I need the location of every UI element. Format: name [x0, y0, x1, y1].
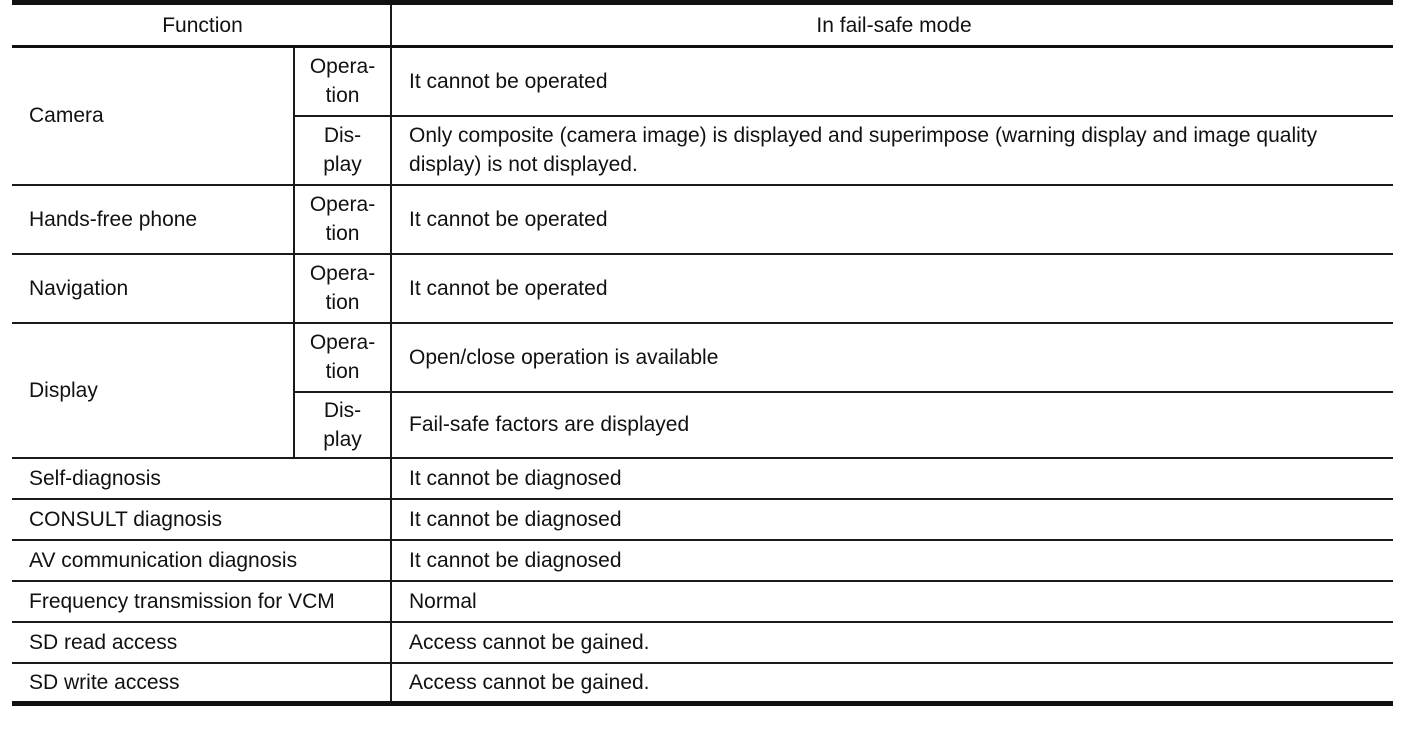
value-display-display: Fail-safe factors are displayed [391, 392, 1393, 458]
value-consult-diagnosis: It cannot be diagnosed [391, 499, 1393, 540]
value-hands-free-operation: It cannot be operated [391, 185, 1393, 254]
value-sd-write-access: Access cannot be gained. [391, 663, 1393, 704]
table-row [12, 622, 1393, 663]
table-row [12, 254, 1393, 323]
function-av-communication-diagnosis: AV communication diagnosis [12, 540, 391, 581]
function-self-diagnosis: Self-diagnosis [12, 458, 391, 499]
table-header-row [12, 3, 1393, 47]
table-row [12, 581, 1393, 622]
sub-operation: Opera- tion [294, 47, 391, 116]
table-row [12, 323, 1393, 392]
header-fail-safe-mode: In fail-safe mode [391, 3, 1393, 47]
table-row [12, 540, 1393, 581]
header-function: Function [12, 3, 391, 47]
value-camera-display: Only composite (camera image) is displayed and superimpose (warning display and image quality display) is not displayed. [391, 116, 1393, 185]
value-display-operation: Open/close operation is available [391, 323, 1393, 392]
table-row [12, 663, 1393, 704]
sub-operation: Opera- tion [294, 323, 391, 392]
function-sd-read-access: SD read access [12, 622, 391, 663]
function-camera: Camera [12, 47, 294, 185]
table-row [12, 185, 1393, 254]
table-row [12, 458, 1393, 499]
function-sd-write-access: SD write access [12, 663, 391, 704]
value-av-communication-diagnosis: It cannot be diagnosed [391, 540, 1393, 581]
value-camera-operation: It cannot be operated [391, 47, 1393, 116]
table-row [12, 499, 1393, 540]
sub-operation: Opera- tion [294, 185, 391, 254]
function-consult-diagnosis: CONSULT diagnosis [12, 499, 391, 540]
fail-safe-table-container [12, 0, 1393, 706]
value-navigation-operation: It cannot be operated [391, 254, 1393, 323]
value-frequency-transmission-vcm: Normal [391, 581, 1393, 622]
fail-safe-table [12, 0, 1393, 706]
function-frequency-transmission-vcm: Frequency transmission for VCM [12, 581, 391, 622]
function-display: Display [12, 323, 294, 458]
sub-display: Dis- play [294, 392, 391, 458]
value-self-diagnosis: It cannot be diagnosed [391, 458, 1393, 499]
sub-operation: Opera- tion [294, 254, 391, 323]
sub-display: Dis- play [294, 116, 391, 185]
table-row [12, 47, 1393, 116]
function-hands-free-phone: Hands-free phone [12, 185, 294, 254]
function-navigation: Navigation [12, 254, 294, 323]
value-sd-read-access: Access cannot be gained. [391, 622, 1393, 663]
